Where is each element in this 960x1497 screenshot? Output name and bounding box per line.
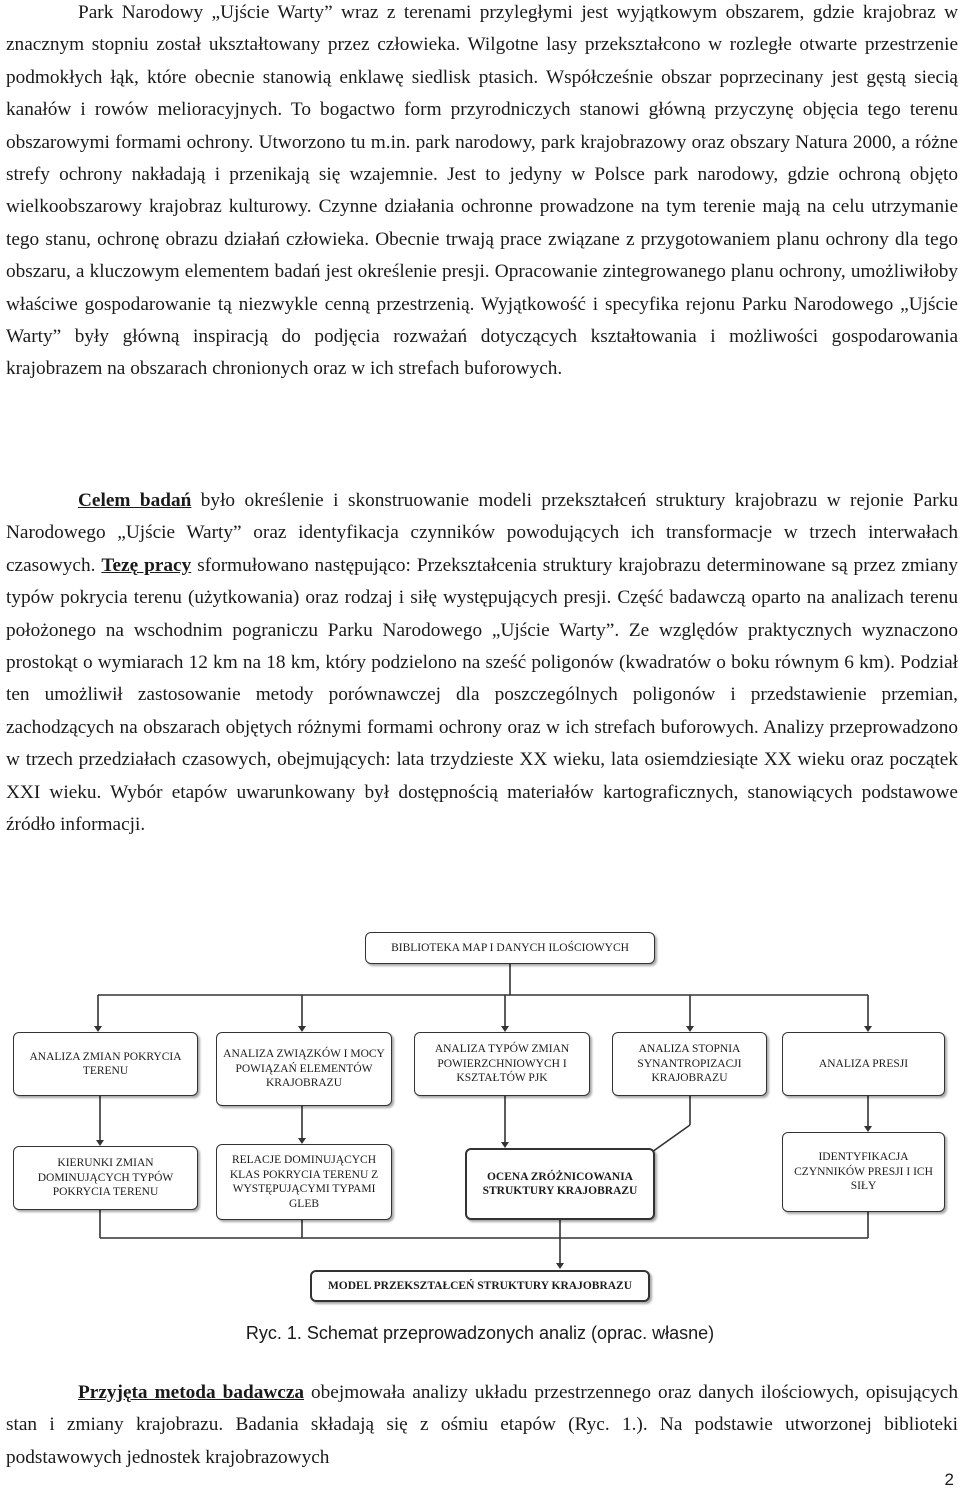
box-soil-relations [216,1144,392,1220]
box-relations-analysis [216,1032,392,1106]
box-transformation-model-label: MODEL PRZEKSZTAŁCEŃ STRUKTURY KRAJOBRAZU [327,1279,633,1292]
paragraph-intro-text: Park Narodowy „Ujście Warty” wraz z terenami przyległymi jest wyjątkowym obszarem, gdzie krajobraz w znacznym stopniu został ukształtowany przez człowieka. Wilgotne lasy przekształcono w rozległe otwarte przestrzenie podmokłych łąk, które obecnie stanowią enklawę siedlisk ptasich. Współcześnie obszar poprzecinany jest gęstą siecią kanałów i rowów melioracyjnych. To bogactwo form przyrodniczych stanowi główną przyczynę objęcia tego terenu obszarowymi formami ochrony. Utworzono tu m.in. park narodowy, park krajobrazowy oraz obszary Natura 2000, a różne strefy ochrony nakładają i przenikają się wzajemnie. Jest to jedyny w Polsce park narodowy, gdzie ochroną objęto wielkoobszarowy krajobraz kulturowy. Czynne działania ochronne prowadzone na tym terenie mają na celu utrzymanie tego stanu, ochronę obrazu działań człowieka. Obecnie trwają prace związane z przygotowaniem planu ochrony dla tego obszaru, a kluczowym elementem badań jest określenie presji. Opracowanie zintegrowanego planu ochrony, umożliwiłoby właściwe gospodarowanie tą niezwykle cenną przestrzenią. Wyjątkowość i specyfika rejonu Parku Narodowego „Ujście Warty” były główną inspiracją do podjęcia rozważań dotyczących kształtowania i możliwości gospodarowania krajobrazem na obszarach chronionych oraz w ich strefach buforowych. [6,2,958,380]
paragraph-method [6,1377,958,1474]
figure-caption: Ryc. 1. Schemat przeprowadzonych analiz (oprac. własne) [245,1323,715,1343]
thesis-text: sformułowano następująco: Przekształcenia struktury krajobrazu determinowane są przez zmiany typów pokrycia terenu (użytkowania) oraz rodzaj i siłę występujących presji. Część badawczą oparto na analizach terenu położonego na wschodnim pograniczu Parku Narodowego „Ujście Warty”. Ze względów praktycznych wyznaczono prostokąt o wymiarach 12 km na 18 km, który podzielono na sześć poligonów (kwadratów o boku równym 6 km). Podział ten umożliwił zastosowanie metody porównawczej dla poszczególnych poligonów i przedstawienie przemian, zachodzących na obszarach objętych różnymi formami ochrony oraz w ich strefach buforowych. Analizy przeprowadzono w trzech przedziałach czasowych, obejmujących: lata trzydzieste XX wieku, lata osiemdziesiąte XX wieku oraz początek XXI wieku. Wybór etapów uwarunkowany był dostępnością materiałów kartograficznych, stanowiących podstawowe źródło informacji. [6,554,958,836]
box-pressure-identification [782,1132,945,1212]
page-number: 2 [944,1470,954,1489]
box-structure-assessment-label: OCENA ZRÓŻNICOWANIA STRUKTURY KRAJOBRAZU [482,1170,638,1197]
box-synanthropization [612,1032,767,1096]
box-dominant-directions-label: KIERUNKI ZMIAN DOMINUJĄCYCH TYPÓW POKRYCIA TERENU [37,1157,174,1199]
box-relations-analysis-label: ANALIZA ZWIĄZKÓW I MOCY POWIĄZAŃ ELEMENTÓW KRAJOBRAZU [223,1048,385,1090]
box-pressure-analysis-label: ANALIZA PRESJI [818,1057,909,1070]
box-pressure-analysis [782,1032,945,1096]
box-change-types [414,1032,590,1096]
term-goal: Celem badań [78,490,192,511]
box-pressure-identification-label: IDENTYFIKACJA CZYNNIKÓW PRESJI I ICH SIŁY [794,1151,933,1193]
box-land-cover-change-label: ANALIZA ZMIAN POKRYCIA TERENU [29,1050,182,1077]
term-method: Przyjęta metoda badawcza [78,1382,305,1403]
term-thesis: Tezę pracy [101,554,192,576]
goal-text: było określenie i skonstruowanie modeli przekształceń struktury krajobrazu w rejonie Parku Narodowego „Ujście Warty” oraz identyfikacja czynników powodujących ich transformacje w trzech interwałach czasowych. [6,490,959,576]
box-soil-relations-label: RELACJE DOMINUJĄCYCH KLAS POKRYCIA TERENU Z WYSTĘPUJĄCYMI TYPAMI GLEB [229,1154,379,1210]
box-transformation-model [310,1270,650,1302]
box-change-types-label: ANALIZA TYPÓW ZMIAN POWIERZCHNIOWYCH I KSZTAŁTÓW PJK [434,1043,570,1085]
box-land-cover-change [13,1032,198,1096]
box-dominant-directions [13,1146,198,1210]
box-map-library-label: BIBLIOTEKA MAP I DANYCH ILOŚCIOWYCH [391,941,629,954]
method-text: obejmowała analizy układu przestrzennego oraz danych ilościowych, opisujących stan i zmiany krajobrazu. Badania składają się z ośmiu etapów (Ryc. 1.). Na podstawie utworzonej biblioteki podstawowych jednostek krajobrazowych [6,1382,958,1468]
box-synanthropization-label: ANALIZA STOPNIA SYNANTROPIZACJI KRAJOBRAZU [637,1043,742,1085]
box-map-library [365,932,655,964]
box-structure-assessment [465,1148,655,1220]
